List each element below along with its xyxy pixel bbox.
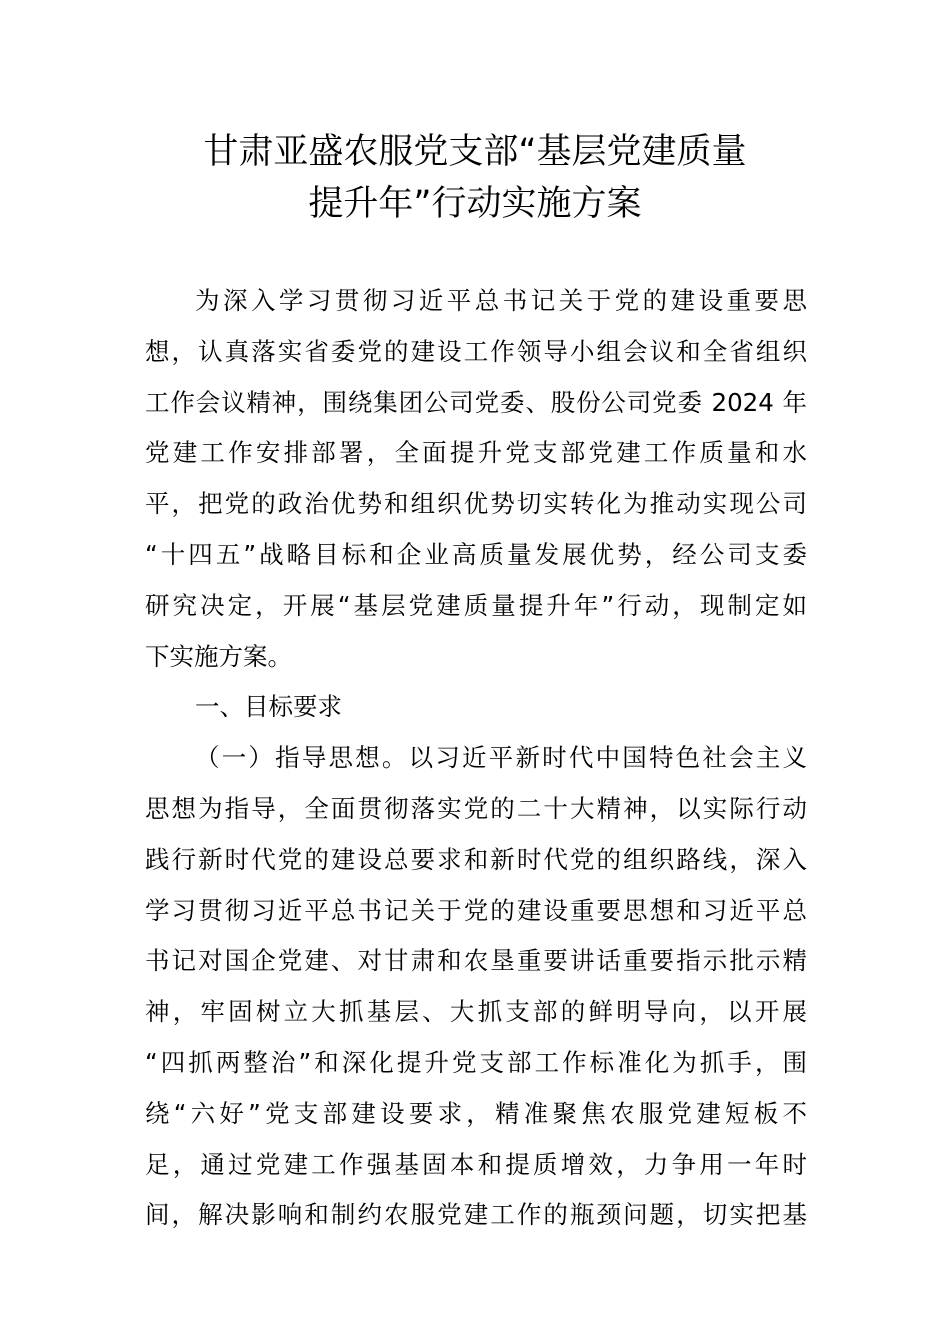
body-line: 践行新时代党的建设总要求和新时代党的组织路线，深入 (145, 844, 807, 874)
body-line: 神，牢固树立大抓基层、大抓支部的鲜明导向，以开展 (145, 997, 807, 1027)
body-line: （一）指导思想。以习近平新时代中国特色社会主义 (195, 743, 807, 773)
title-line-1: 甘肃亚盛农服党支部“基层党建质量 (203, 132, 747, 172)
body-line: 下实施方案。 (145, 641, 292, 671)
body-line: 为深入学习贯彻习近平总书记关于党的建设重要思 (195, 286, 807, 315)
document-body (145, 276, 807, 1241)
body-line: 想，认真落实省委党的建设工作领导小组会议和全省组织 (145, 336, 807, 366)
body-line: 学习贯彻习近平总书记关于党的建设重要思想和习近平总 (145, 895, 807, 925)
title-line-2: 提升年”行动实施方案 (308, 184, 642, 224)
body-line: 研究决定，开展“基层党建质量提升年”行动，现制定如 (145, 590, 807, 620)
body-line: “十四五”战略目标和企业高质量发展优势，经公司支委 (145, 539, 807, 569)
body-line: 思想为指导，全面贯彻落实党的二十大精神，以实际行动 (145, 793, 807, 823)
body-line: 绕“六好”党支部建设要求，精准聚焦农服党建短板不 (145, 1098, 807, 1128)
body-line: 间，解决影响和制约农服党建工作的瓶颈问题，切实把基 (145, 1200, 807, 1230)
body-line: 足，通过党建工作强基固本和提质增效，力争用一年时 (145, 1149, 807, 1179)
body-line: 书记对国企党建、对甘肃和农垦重要讲话重要指示批示精 (145, 946, 807, 976)
body-line: 一、目标要求 (195, 692, 342, 722)
body-line: 党建工作安排部署，全面提升党支部党建工作质量和水 (145, 438, 807, 468)
body-line: “四抓两整治”和深化提升党支部工作标准化为抓手，围 (145, 1047, 807, 1077)
body-line: 平，把党的政治优势和组织优势切实转化为推动实现公司 (145, 489, 807, 519)
document-title (120, 126, 830, 230)
body-line: 工作会议精神，围绕集团公司党委、股份公司党委 2024 年 (145, 387, 807, 417)
